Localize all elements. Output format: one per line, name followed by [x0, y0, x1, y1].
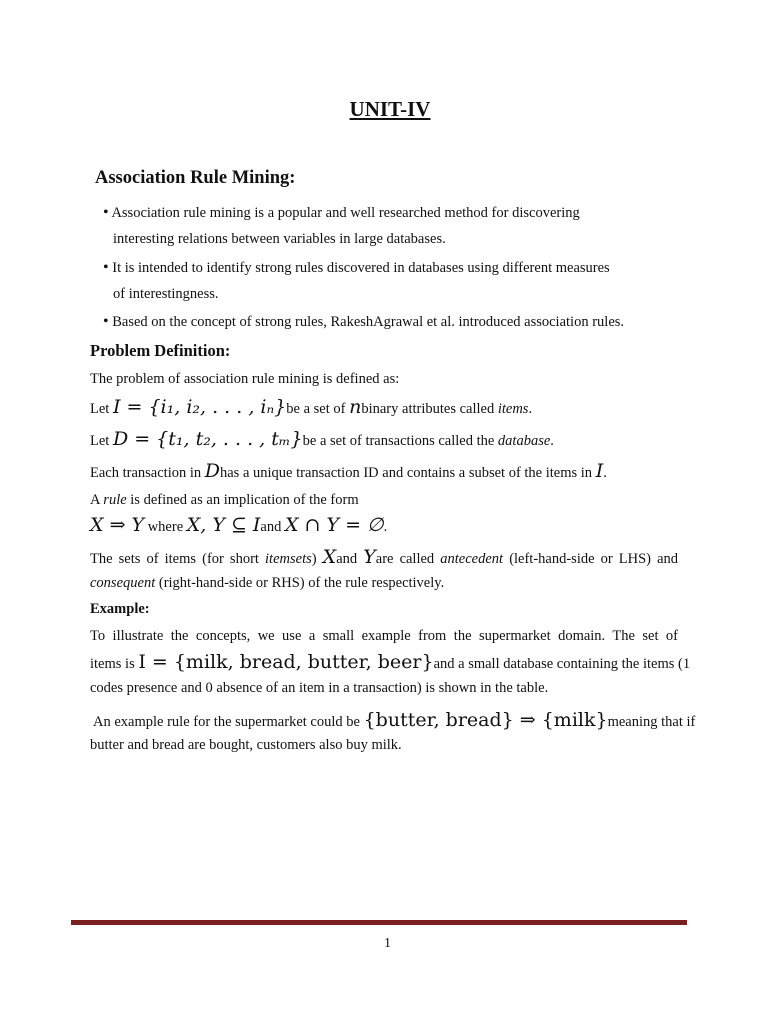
math-implication: X ⇒ Y [90, 514, 145, 536]
text: Let [90, 401, 110, 417]
text: are called [375, 551, 435, 567]
bullet-icon: • [103, 204, 109, 221]
text: A [90, 492, 100, 508]
bullet-continuation: interesting relations between variables in large databases. [113, 231, 446, 247]
page-title: UNIT-IV [349, 97, 431, 121]
definition-database: Let D = {t₁, t₂, . . . , tₘ}be a set of transactions called the database. [90, 428, 554, 450]
bullet-icon: • [103, 313, 109, 330]
bullet-text: Association rule mining is a popular and well researched method for discovering [111, 205, 580, 221]
text: items is [90, 656, 135, 672]
text: is defined as an implication of the form [130, 492, 359, 508]
term-rule: rule [103, 492, 127, 508]
paragraph-line [93, 709, 695, 731]
math-subset: X, Y ⊆ I [186, 514, 261, 536]
text: be a set of transactions called the [302, 433, 495, 449]
math-Y: Y [363, 546, 376, 568]
definition-items: Let I = {i₁, i₂, . . . , iₙ}be a set of nbinary attributes called items. [90, 396, 533, 418]
footer-rule [71, 920, 687, 925]
math-X: X [322, 546, 337, 568]
paragraph-line: To illustrate the concepts, we use a small example from the supermarket domain. The set of [90, 628, 678, 644]
text: and a small database containing the items (1 [433, 656, 691, 672]
math-supermarket-set: I = {milk, bread, butter, beer} [138, 651, 434, 673]
math-n: n [349, 396, 362, 418]
paragraph-line [90, 651, 691, 673]
subsection-heading: Problem Definition: [90, 341, 231, 360]
math-items-set: I = {i₁, i₂, . . . , iₙ} [112, 396, 287, 418]
bullet-item [103, 313, 624, 331]
math-example-rule: {butter, bread} ⇒ {milk} [363, 709, 608, 731]
page-number: 1 [384, 936, 391, 951]
paragraph-line: butter and bread are bought, customers also buy milk. [90, 737, 402, 753]
term-antecedent: antecedent [440, 551, 504, 567]
bullet-continuation: of interestingness. [113, 286, 219, 302]
text: where [147, 519, 184, 535]
text: meaning that if [607, 714, 696, 730]
paragraph-line: The sets of items (for short itemsets) Xand Yare called antecedent (left-hand-side or LHS) and [90, 546, 679, 568]
text: be a set of [286, 401, 346, 417]
paragraph-line: codes presence and 0 absence of an item in a transaction) is shown in the table. [90, 680, 549, 696]
text: and [260, 519, 282, 535]
text: The sets of items (for short [90, 551, 259, 567]
math-intersection: X ∩ Y = ∅ [284, 514, 384, 536]
text: Each transaction in [90, 465, 202, 481]
math-database-set: D = {t₁, t₂, . . . , tₘ} [112, 428, 303, 450]
text: (left-hand-side or LHS) and [509, 551, 679, 567]
text: (right-hand-side or RHS) of the rule respectively. [158, 575, 445, 591]
term-consequent: consequent [90, 575, 156, 591]
paragraph: The problem of association rule mining is defined as: [90, 371, 400, 387]
bullet-text: Based on the concept of strong rules, RakeshAgrawal et al. introduced association rules. [112, 314, 625, 330]
math-I: I [595, 460, 604, 482]
section-heading: Association Rule Mining: [95, 168, 296, 188]
text: Let [90, 433, 110, 449]
paragraph [90, 492, 359, 509]
term-itemsets: itemsets [265, 551, 312, 567]
bullet-item [103, 204, 580, 222]
bullet-text: It is intended to identify strong rules discovered in databases using different measures [112, 260, 610, 276]
term-database: database [497, 433, 551, 449]
bullet-icon: • [103, 259, 109, 276]
paragraph: Each transaction in Dhas a unique transaction ID and contains a subset of the items in I. [90, 460, 607, 482]
text: An example rule for the supermarket could be [93, 714, 360, 730]
rule-formula: X ⇒ Y where X, Y ⊆ Iand X ∩ Y = ∅. [90, 514, 388, 536]
math-D: D [204, 460, 220, 482]
example-heading: Example: [90, 601, 150, 617]
text: has a unique transaction ID and contains a subset of the items in [219, 465, 593, 481]
bullet-item [103, 259, 610, 277]
text: and [336, 551, 358, 567]
term-items: items [497, 401, 529, 417]
paragraph-line [90, 575, 444, 592]
text: binary attributes called [361, 401, 495, 417]
